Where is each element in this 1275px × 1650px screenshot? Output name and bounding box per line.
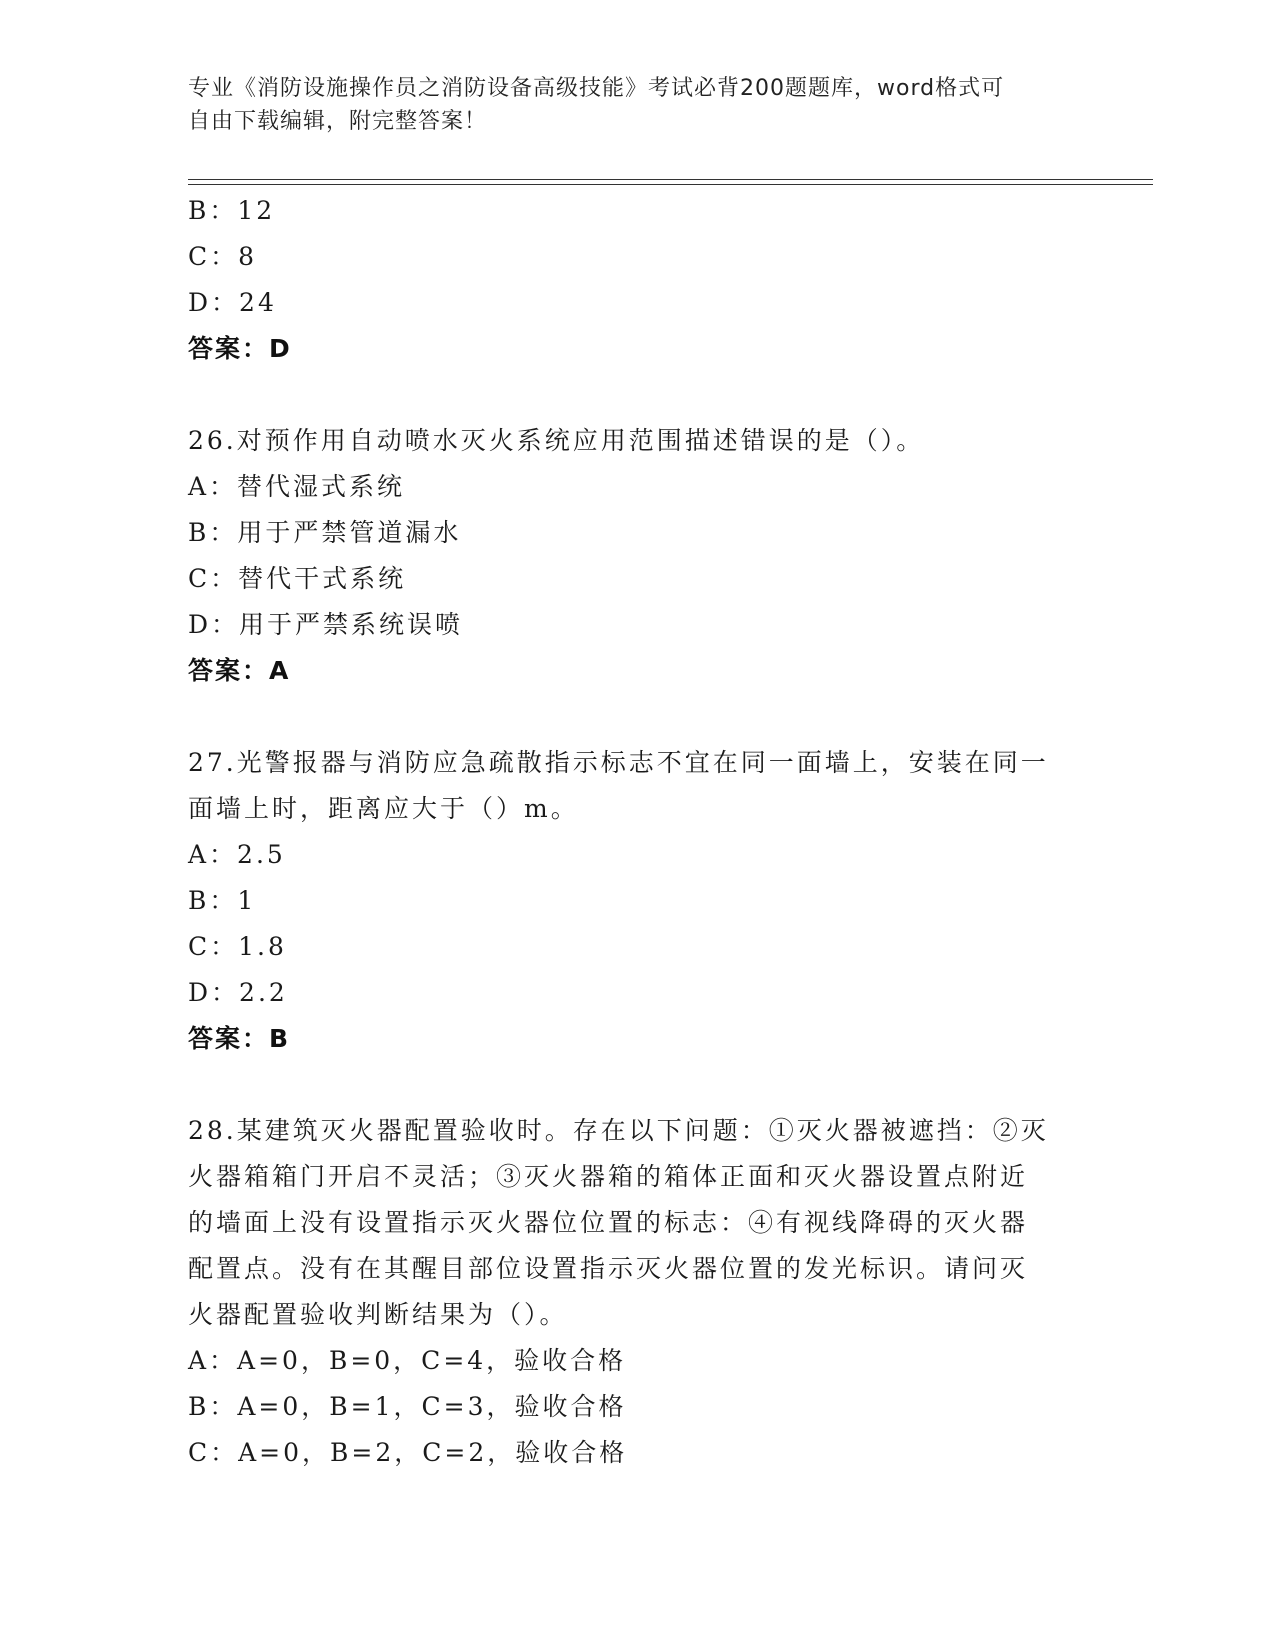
question-stem-line-1: 27.光警报器与消防应急疏散指示标志不宜在同一面墙上，安装在同一	[188, 748, 1049, 777]
option-c: C：1.8	[188, 932, 287, 961]
question-list	[188, 188, 1088, 1476]
question-stem-line-3: 的墙面上没有设置指示灭火器位位置的标志：④有视线降碍的灭火器	[188, 1208, 1029, 1237]
option-b: B：用于严禁管道漏水	[188, 518, 462, 547]
answer-label: 答案：B	[188, 1024, 291, 1053]
option-c: C：A=0，B=2，C=2，验收合格	[188, 1438, 628, 1467]
answer-label: 答案：A	[188, 656, 291, 685]
header-title-line-2: 自由下载编辑，附完整答案！	[188, 109, 488, 134]
option-d: D：2.2	[188, 978, 288, 1007]
question-28	[188, 1108, 1088, 1476]
question-stem-line-1: 28.某建筑灭火器配置验收时。存在以下问题：①灭火器被遮挡：②灭	[188, 1116, 1049, 1145]
header-title-line-1: 专业《消防设施操作员之消防设备高级技能》考试必背200题题库，word格式可	[188, 76, 1005, 101]
option-a: A：A=0，B=0，C=4，验收合格	[188, 1346, 627, 1375]
question-26	[188, 418, 1088, 694]
question-25-tail	[188, 188, 1088, 372]
option-b: B：12	[188, 196, 276, 225]
option-d: D：24	[188, 288, 277, 317]
option-c: C：8	[188, 242, 258, 271]
option-d: D：用于严禁系统误喷	[188, 610, 464, 639]
question-stem: 26.对预作用自动喷水灭火系统应用范围描述错误的是（）。	[188, 426, 925, 455]
document-header	[188, 72, 1068, 138]
question-27	[188, 740, 1088, 1062]
option-b: B：A=0，B=1，C=3，验收合格	[188, 1392, 627, 1421]
question-stem-line-5: 火器配置验收判断结果为（）。	[188, 1300, 568, 1329]
question-stem-line-2: 火器箱箱门开启不灵活；③灭火器箱的箱体正面和灭火器设置点附近	[188, 1162, 1029, 1191]
answer-label: 答案：D	[188, 334, 292, 363]
spacer	[188, 1062, 1088, 1108]
header-divider-bottom	[188, 184, 1153, 185]
option-a: A：2.5	[188, 840, 286, 869]
spacer	[188, 372, 1088, 418]
question-stem-line-4: 配置点。没有在其醒目部位设置指示灭火器位置的发光标识。请问灭	[188, 1254, 1029, 1283]
option-b: B：1	[188, 886, 257, 915]
option-a: A：替代湿式系统	[188, 472, 406, 501]
option-c: C：替代干式系统	[188, 564, 407, 593]
spacer	[188, 694, 1088, 740]
question-stem-line-2: 面墙上时，距离应大于（）m。	[188, 794, 579, 823]
header-divider-top	[188, 179, 1153, 180]
